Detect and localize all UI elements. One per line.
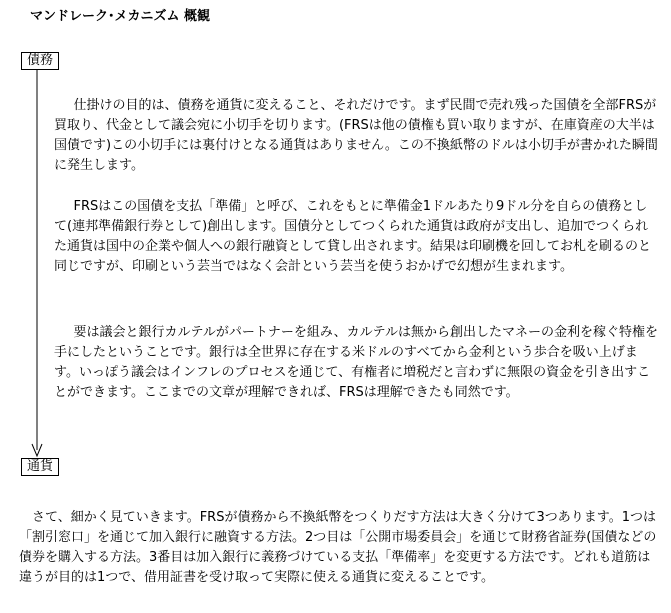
paragraph-4: さて、細かく見ていきます。FRSが債務から不換紙幣をつくりだす方法は大きく分けて3つあります。1つは「割引窓口」を通じて加入銀行に融資する方法。2つ目は「公開市場委員会」を通じて財務省証券(国債などの債券を購入する方法。3番目は加入銀行に義務づけている支払「準備率」を変更する方法です。どれも道筋は違うが目的は1つで、借用証書を受け取って実際に使える通貨に変えることです。 (19, 510, 657, 585)
down-arrow-icon (30, 70, 44, 458)
paragraph-1: 仕掛けの目的は、債務を通貨に変えること、それだけです。まず民間で売れ残った国債を全部FRSが買取り、代金として議会宛に小切手を切ります。(FRSは他の債権も買い取りますが、在庫資産の大半は国債です)この小切手には裏付けとなる通貨はありません。この不換紙幣のドルは小切手が書かれた瞬間に発生します。 (54, 98, 658, 173)
debt-label-box: 債務 (21, 52, 59, 70)
currency-label-box: 通貨 (21, 458, 59, 476)
paragraph-3: 要は議会と銀行カルテルがパートナーを組み、カルテルは無から創出したマネーの金利を稼ぐ特権を手にしたということです。銀行は全世界に存在する米ドルのすべてから金利という歩合を吸い上げます。いっぽう議会はインフレのプロセスを通じて、有権者に増税だと言わずに無限の資金を引き出すことができます。ここまでの文章が理解できれば、FRSは理解できたも同然です。 (54, 325, 658, 400)
paragraph-2: FRSはこの国債を支払「準備」と呼び、これをもとに準備金1ドルあたり9ドル分を自らの債務として(連邦準備銀行券として)創出します。国債分としてつくられた通貨は政府が支出し、追加でつくられた通貨は国中の企業や個人への銀行融資として貸し出されます。結果は印刷機を回してお札を刷るのと同じですが、印刷という芸当ではなく会計という芸当を使うおかげで幻想が生まれます。 (54, 199, 651, 274)
page-title: マンドレーク･メカニズム 概観 (30, 9, 211, 24)
